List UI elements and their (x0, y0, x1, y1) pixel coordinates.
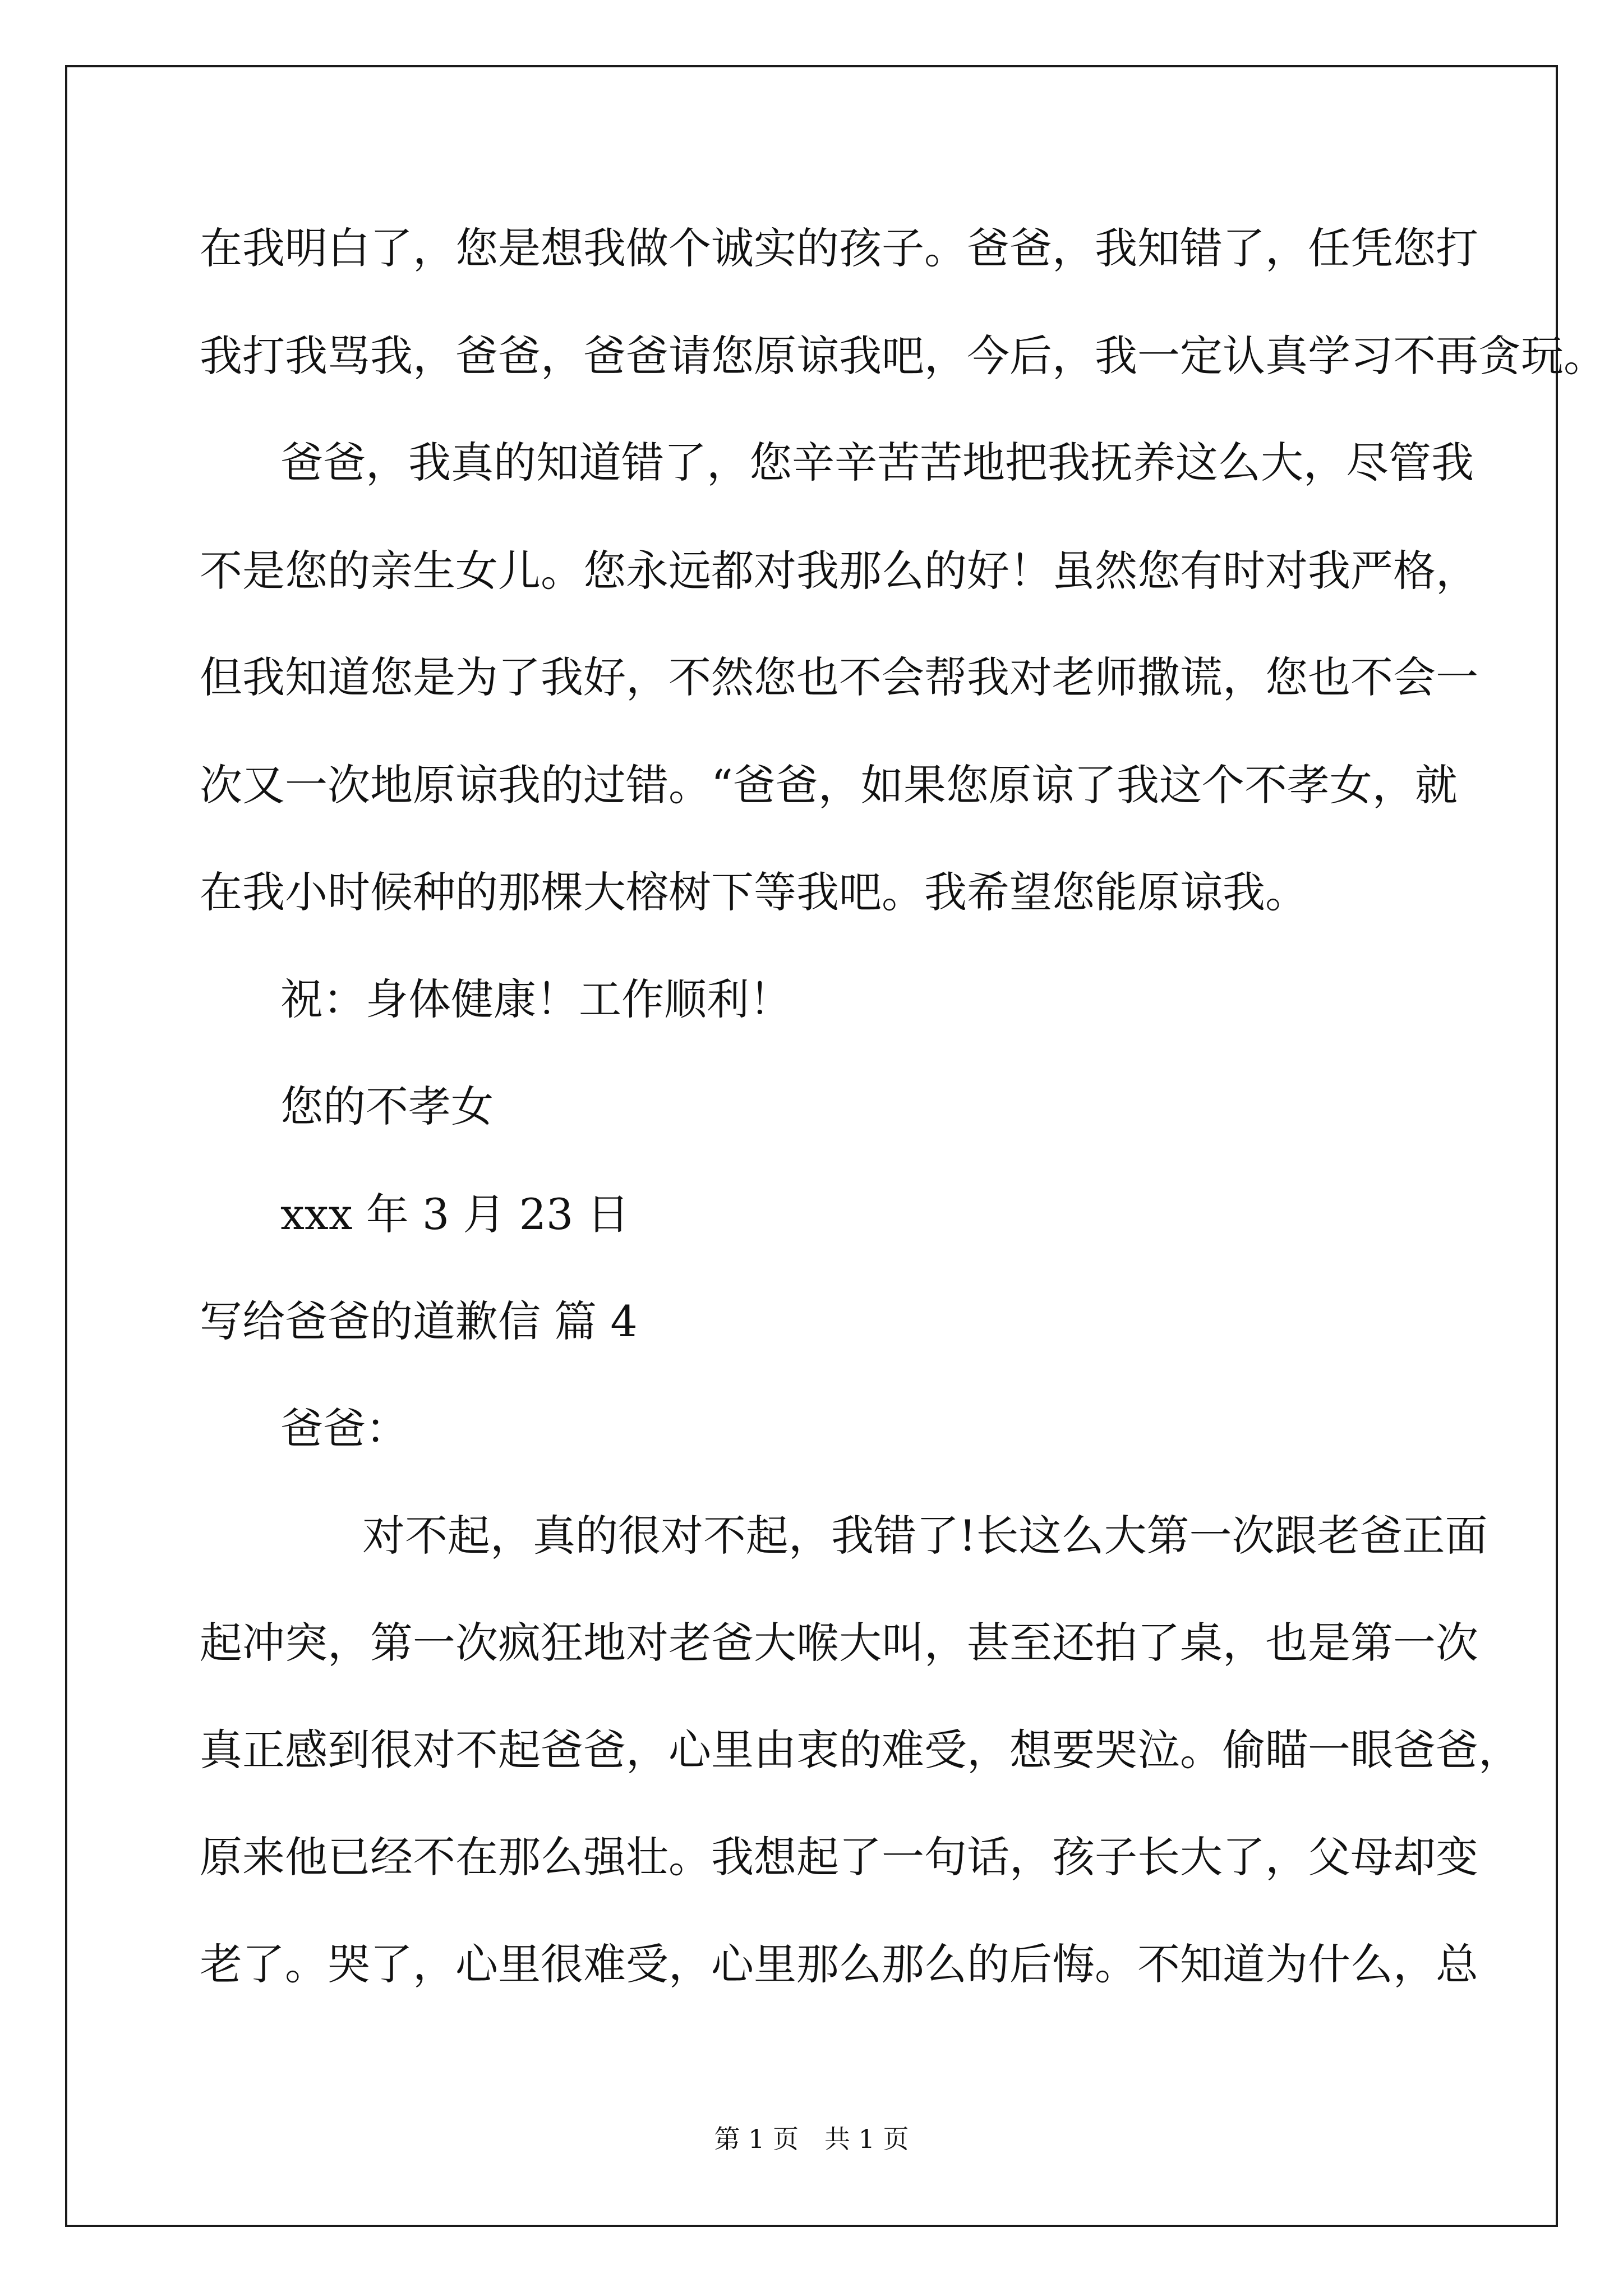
text-line: xxx 年 3 月 23 日 (280, 1189, 630, 1239)
salutation: 爸爸： (280, 1404, 408, 1453)
text-line: 老了。哭了，心里很难受，心里那么那么的后悔。不知道为什么，总 (200, 1939, 1478, 1989)
text-line: 在我明白了，您是想我做个诚实的孩子。爸爸，我知错了，任凭您打 (200, 223, 1478, 273)
text-line: 爸爸，我真的知道错了，您辛辛苦苦地把我抚养这么大，尽管我 (280, 438, 1474, 487)
text-line: 祝：身体健康！工作顺利！ (280, 974, 792, 1024)
text-line: 原来他已经不在那么强壮。我想起了一句话，孩子长大了，父母却变 (200, 1832, 1478, 1882)
page-border (65, 65, 1558, 2227)
text-line: 但我知道您是为了我好，不然您也不会帮我对老师撒谎，您也不会一 (200, 652, 1478, 702)
text-line: 真正感到很对不起爸爸，心里由衷的难受，想要哭泣。偷瞄一眼爸爸， (200, 1725, 1521, 1775)
text-line: 不是您的亲生女儿。您永远都对我那么的好！虽然您有时对我严格， (200, 546, 1478, 596)
page-footer: 第 1 页 共 1 页 (714, 2124, 909, 2154)
text-line: 您的不孝女 (280, 1082, 494, 1131)
text-line: 我打我骂我，爸爸，爸爸请您原谅我吧，今后，我一定认真学习不再贪玩。 (200, 331, 1606, 381)
text-line: 对不起，真的很对不起，我错了!长这么大第一次跟老爸正面 (362, 1511, 1488, 1561)
text-line: 起冲突，第一次疯狂地对老爸大喉大叫，甚至还拍了桌，也是第一次 (200, 1618, 1478, 1668)
text-line: 在我小时候种的那棵大榕树下等我吧。我希望您能原谅我。 (200, 867, 1308, 917)
text-line: 次又一次地原谅我的过错。“爸爸，如果您原谅了我这个不孝女，就 (200, 760, 1458, 810)
section-heading: 写给爸爸的道歉信 篇 4 (200, 1296, 638, 1346)
